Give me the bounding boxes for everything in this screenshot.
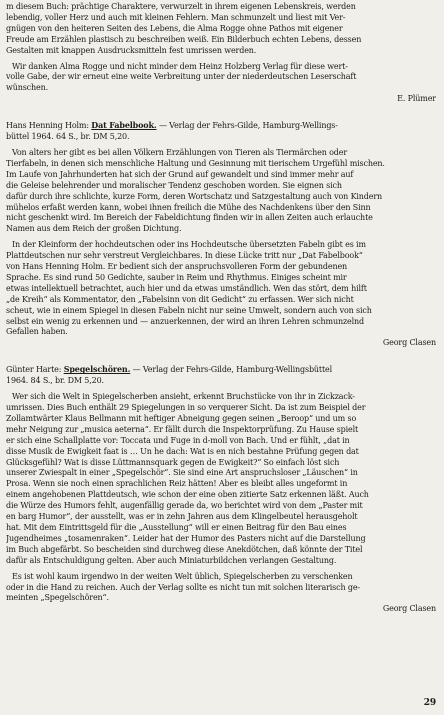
text-line: Prosa. Wenn sie noch einen sprachlichen Reiz hätten! Aber es bleibt alles ungeformt in xyxy=(6,479,348,489)
text-line: die Würze des Humors fehlt, augenfällig gerade da, wo berichtet wird von dem „Paster mit xyxy=(6,501,363,511)
text-line: oder in die Hand zu reichen. Auch der Verlag sollte es nicht tun mit solchen literarisch ge- xyxy=(6,582,360,592)
text-line: dafür durch ihre schlichte, kurze Form, deren Wortschatz und Satzgestaltung auch von Kindern xyxy=(6,191,383,201)
text-line: Tierfabeln, in denen sich menschliche Haltung und Gesinnung mit tierischem Urgefühl mischen. xyxy=(6,158,385,168)
text-line: Glücksgefühl? Wat is disse Lüttmannsquark gegen de Ewigkeit?“ So einfach löst sich xyxy=(6,457,340,467)
text-line: Gefallen haben. xyxy=(6,327,68,337)
review-publisher: — Verlag der Fehrs-Gilde, Hamburg-Wellings- xyxy=(158,121,338,131)
text-line: Im Laufe von Jahrhunderten hat sich der Grund auf gewandelt und sind immer mehr auf xyxy=(6,169,354,179)
text-line: einem angehobenen Plattdeutsch, wie schon der eine oben zitierte Satz erkennen läßt. Auch xyxy=(6,490,369,500)
thanks-paragraph xyxy=(6,62,436,106)
text-line: im Buch abgefärbt. So bescheiden sind durchweg diese Anekdötchen, daß könnte der Titel xyxy=(6,544,363,554)
text-line: scheut, wie in einem Spiegel in diesen Fabeln nicht nur seine Umwelt, sondern auch von sich xyxy=(6,305,372,315)
text-line: lebendig, voller Herz und auch mit kleinen Fehlern. Man schmunzelt und liest mit Ver- xyxy=(6,12,346,22)
text-line: meinten „Spegelschören“. xyxy=(6,593,109,603)
review-author: Günter Harte: xyxy=(6,365,62,375)
review-title: Dat Fabelbook. xyxy=(91,120,157,131)
text-line: In der Kleinform der hochdeutschen oder ins Hochdeutsche übersetzten Fabeln gibt es im xyxy=(12,240,366,250)
text-line: selbst ein wenig zu erkennen und — anzuerkennen, der wird an ihren Lehren schmunzelnd xyxy=(6,316,364,326)
text-line: Wer sich die Welt in Spiegelscherben ansieht, erkennt Bruchstücke von ihr in Zickzack- xyxy=(12,392,355,402)
review-paragraph xyxy=(6,240,436,349)
text-line: mehr Neigung zur „musica aeterna“. Er fällt durch die Inspektorprüfung. Zu Hause spielt xyxy=(6,424,359,434)
text-line: hat. Mit dem Eintrittsgeld für die „Ausstellung“ will er einen Beitrag für den Bau eines xyxy=(6,522,347,532)
review-paragraph xyxy=(6,148,436,235)
signature: Georg Clasen xyxy=(382,604,436,614)
text-line: Freude am Erzählen plastisch zu beschreiben weiß. Ein Bilderbuch echten Lebens, dessen xyxy=(6,34,362,44)
review-author: Hans Henning Holm: xyxy=(6,121,89,131)
review-alma-rogge-tail xyxy=(6,2,436,57)
review-title: Spegelschören. xyxy=(63,364,131,375)
text-line: die Geleise belehrender und moralischer Tendenz geschoben worden. Sie eignen sich xyxy=(6,180,342,190)
text-line: von Hans Henning Holm. Er bedient sich der anspruchsvolleren Form der gebundenen xyxy=(6,262,348,272)
review-paragraph xyxy=(6,392,436,567)
text-line: unserer Zwiespalt in einer „Spegelschör“. Sie sind eine Art anspruchsloser „Läuschen“ in xyxy=(6,468,358,478)
text-line: umrissen. Dies Buch enthält 29 Spiegelungen in so verquerer Sicht. Da ist zum Beispiel der xyxy=(6,403,366,412)
text-line: wünschen. xyxy=(6,83,48,93)
text-line: Wir danken Alma Rogge und nicht minder dem Heinz Holzberg Verlag für diese wert- xyxy=(12,61,348,71)
review-paragraph xyxy=(6,572,436,616)
text-line: „de Kreih“ als Kommentator, den „Fabelsinn von dit Gedicht“ zu erfassen. Wer sich nicht xyxy=(6,294,354,304)
text-line: Zollamtwärter Klaus Bellmann mit heftiger Abneigung gegen seinen „Beroop“ und um so xyxy=(6,413,357,423)
review-publisher: — Verlag der Fehrs-Gilde, Hamburg-Wellingsbüttel xyxy=(132,365,333,375)
text-line: Sprache. Es sind rund 50 Gedichte, sauber in Reim und Rhythmus. Einiges scheint mir xyxy=(6,272,347,282)
text-line: Gestalten mit knappen Ausdrucksmitteln fest umrissen werden. xyxy=(6,45,257,55)
signature: Georg Clasen xyxy=(382,338,436,348)
review-header-spegelschoeren xyxy=(6,364,436,387)
text-line: Namen aus dem Reich der großen Dichtung. xyxy=(6,224,182,234)
text-line: Von alters her gibt es bei allen Völkern Erzählungen von Tieren als Tiermärchen oder xyxy=(12,147,347,157)
text-line: mühelos erfaßt werden kann, wobei ihnen freilich die Mühe des Nachdenkens über den Sinn xyxy=(6,202,371,212)
text-line: Es ist wohl kaum irgendwo in der weiten Welt üblich, Spiegelscherben zu verschenken xyxy=(12,571,353,581)
text-line: etwas intellektuell betrachtet, auch hier und da etwas umständlich. Wen das stört, dem hilft xyxy=(6,283,367,293)
text-line: gnügen von den heiteren Seiten des Lebens, die Alma Rogge ohne Pathos mit eigener xyxy=(6,23,343,33)
review-header-fabelbook xyxy=(6,120,436,143)
text-line: er sich eine Schallplatte vor: Toccata und Fuge in d-moll von Bach. Und er fühlt, „dat in xyxy=(6,435,350,445)
page-number: 29 xyxy=(423,698,436,709)
text-line: m diesem Buch: prächtige Charaktere, verwurzelt in ihrem eigenen Lebenskreis, werden xyxy=(6,2,356,11)
text-line: nicht geschenkt wird. Im Bereich der Fabeldichtung finden wir in allen Zeiten auch erlauchte xyxy=(6,213,373,223)
text-line: en barg Humor“, der ausstellt, was er in zehn Jahren aus dem Klingelbeutel herausgeholt xyxy=(6,512,358,522)
text-line: Plattdeutschen nur sehr verstreut Vergleichbares. In diese Lücke tritt nur „Dat Fabelbook“ xyxy=(6,251,363,261)
text-line: disse Musik de Ewigkeit faat is … Un he dach: Wat is en nich bestahne Prüfung gegen dat xyxy=(6,446,359,456)
text-line: Jugendheimes „tosamenraken“. Leider hat der Humor des Pasters nicht auf die Darstellung xyxy=(6,533,366,543)
text-line: dafür als Entschuldigung gelten. Aber auch Miniaturbildchen verlangen Gestaltung. xyxy=(6,555,337,565)
text-line: volle Gabe, der wir erneut eine weite Verbreitung unter der niederdeutschen Leserschaft xyxy=(6,72,357,82)
review-publisher-cont: 1964. 84 S., br. DM 5,20. xyxy=(6,376,104,386)
signature: E. Plümer xyxy=(397,94,436,104)
review-publisher-cont: büttel 1964. 64 S., br. DM 5,20. xyxy=(6,132,130,142)
